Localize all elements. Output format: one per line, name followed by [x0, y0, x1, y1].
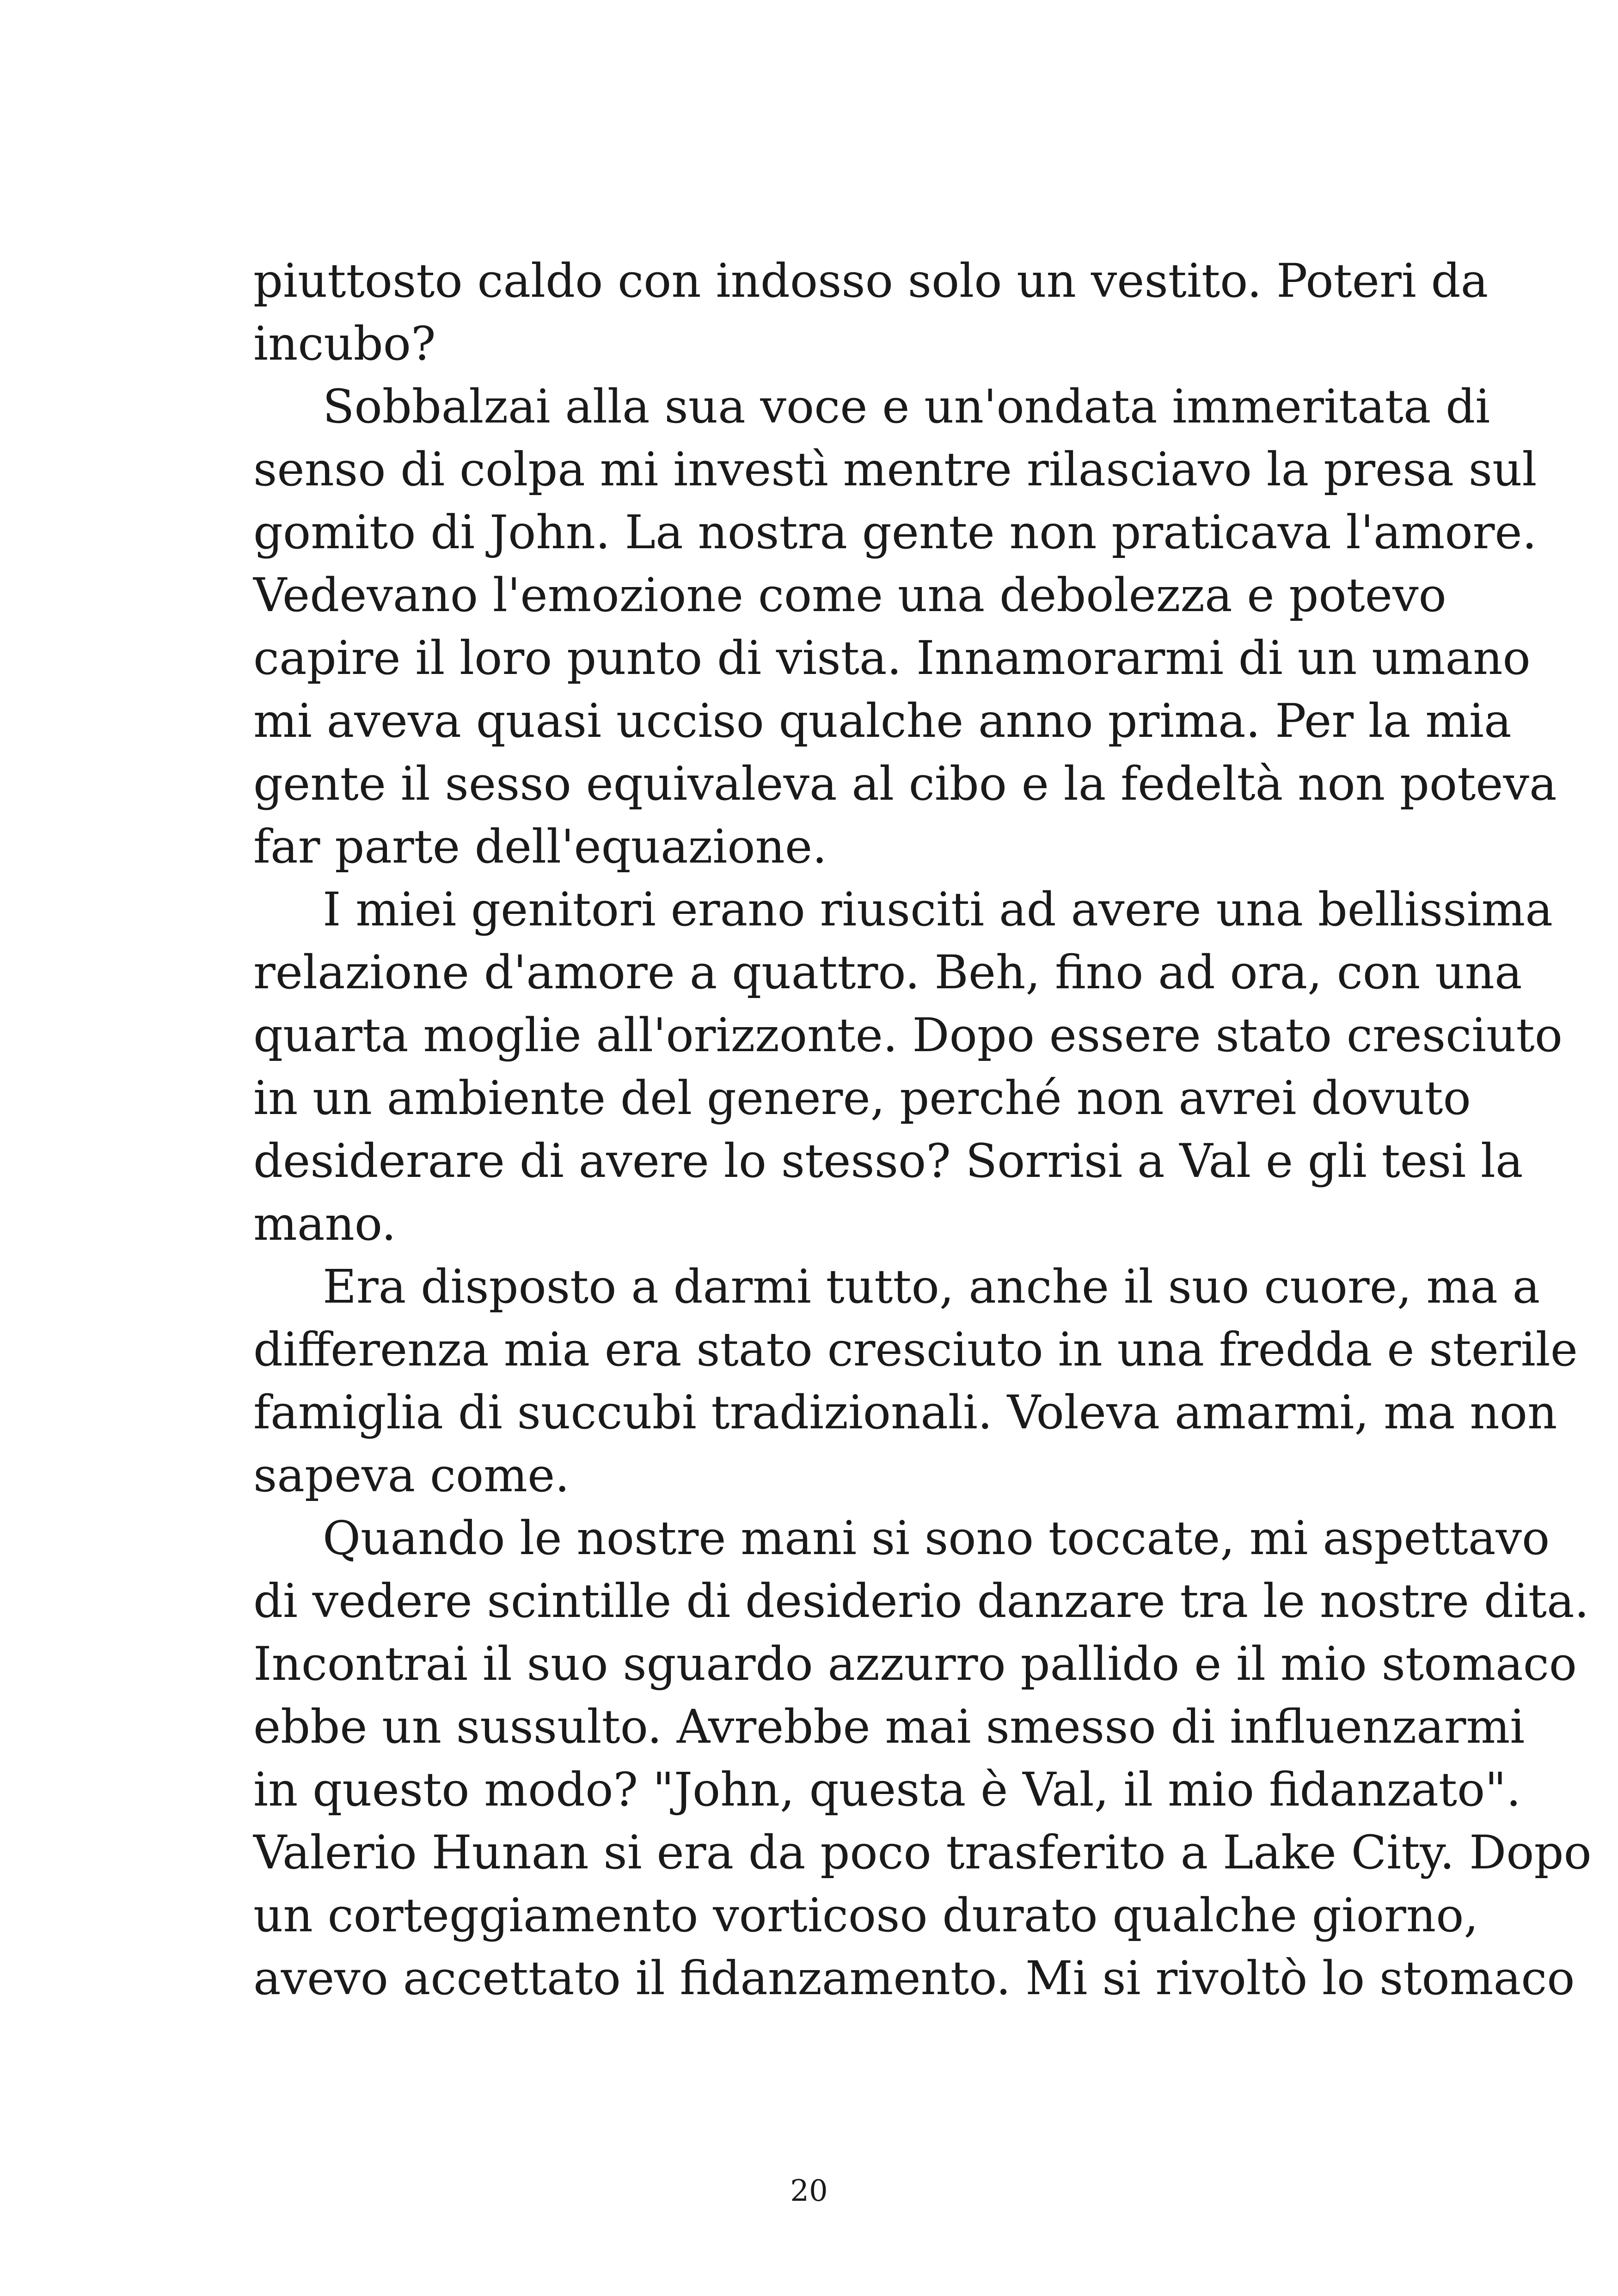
paragraph-first-line: I miei genitori erano riusciti ad avere una bellissima [323, 882, 1553, 937]
text-line: Incontrai il suo sguardo azzurro pallido e il mio stomaco [253, 1637, 1577, 1691]
text-line: avevo accettato il fidanzamento. Mi si rivoltò lo stomaco [253, 1951, 1575, 2005]
body-text [253, 250, 1592, 2010]
text-line: far parte dell'equazione. [253, 820, 827, 874]
text-line: ebbe un sussulto. Avrebbe mai smesso di influenzarmi [253, 1700, 1525, 1754]
page-number: 20 [790, 2174, 828, 2208]
text-line: piuttosto caldo con indosso solo un vestito. Poteri da [253, 254, 1489, 308]
text-line: mi aveva quasi ucciso qualche anno prima. Per la mia [253, 694, 1512, 748]
text-line: incubo? [253, 317, 436, 371]
text-line: famiglia di succubi tradizionali. Voleva amarmi, ma non [253, 1385, 1557, 1439]
text-line: in un ambiente del genere, perché non avrei dovuto [253, 1071, 1471, 1125]
text-line: relazione d'amore a quattro. Beh, fino ad ora, con una [253, 945, 1522, 999]
text-line: mano. [253, 1197, 397, 1251]
text-line: desiderare di avere lo stesso? Sorrisi a Val e gli tesi la [253, 1134, 1523, 1188]
text-line: quarta moglie all'orizzonte. Dopo essere stato cresciuto [253, 1008, 1563, 1062]
text-line: di vedere scintille di desiderio danzare tra le nostre dita. [253, 1574, 1589, 1628]
text-line: senso di colpa mi investì mentre rilasciavo la presa sul [253, 442, 1537, 496]
paragraph-first-line: Sobbalzai alla sua voce e un'ondata immeritata di [323, 380, 1490, 434]
text-line: in questo modo? "John, questa è Val, il mio fidanzato". [253, 1763, 1521, 1817]
text-line: sapeva come. [253, 1448, 570, 1502]
paragraph-first-line: Era disposto a darmi tutto, anche il suo cuore, ma a [323, 1260, 1540, 1314]
text-line: gomito di John. La nostra gente non praticava l'amore. [253, 505, 1537, 559]
text-line: differenza mia era stato cresciuto in una fredda e sterile [253, 1322, 1578, 1377]
text-line: un corteggiamento vorticoso durato qualche giorno, [253, 1888, 1479, 1942]
text-line: Valerio Hunan si era da poco trasferito a Lake City. Dopo [253, 1825, 1592, 1880]
text-line: Vedevano l'emozione come una debolezza e potevo [253, 568, 1446, 622]
paragraph-first-line: Quando le nostre mani si sono toccate, mi aspettavo [323, 1511, 1550, 1565]
text-line: gente il sesso equivaleva al cibo e la fedeltà non poteva [253, 757, 1557, 811]
text-line: capire il loro punto di vista. Innamorarmi di un umano [253, 631, 1531, 685]
